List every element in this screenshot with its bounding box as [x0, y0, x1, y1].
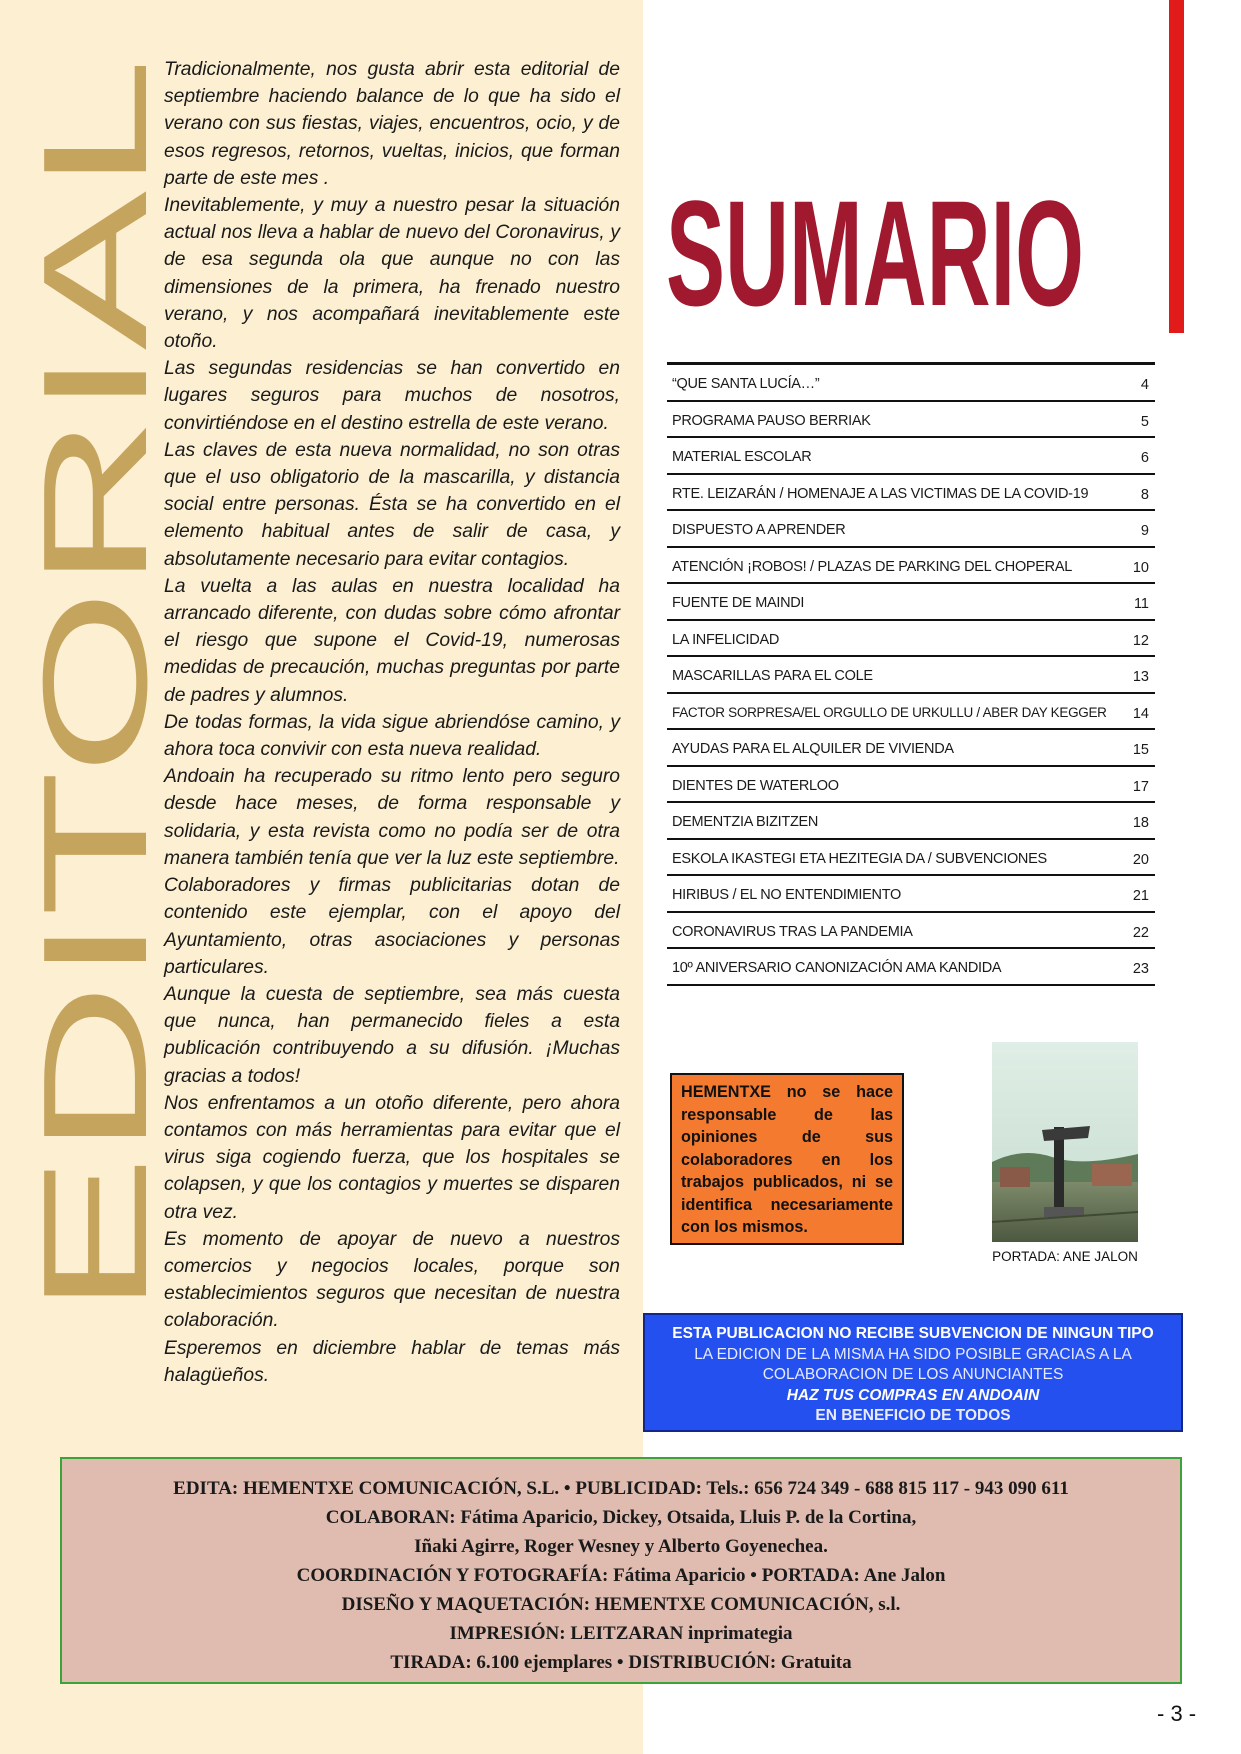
sumario-item [667, 438, 1155, 475]
sumario-item-page: 5 [1140, 413, 1149, 430]
sumario-item-title: LA INFELICIDAD [672, 631, 779, 648]
sumario-item [667, 511, 1155, 548]
sumario-item-page: 23 [1132, 961, 1149, 977]
credits-line: Iñaki Agirre, Roger Wesney y Alberto Goyenechea. [414, 1536, 828, 1557]
credits-line: DISEÑO Y MAQUETACIÓN: HEMENTXE COMUNICACIÓN, s.l. [341, 1594, 901, 1615]
sumario-item [667, 730, 1155, 767]
accent-red-bar [1169, 0, 1184, 333]
sumario-item-page: 17 [1132, 778, 1149, 795]
credits-box [60, 1457, 1182, 1684]
sumario-title-text: SUMARIO [666, 169, 1084, 337]
sumario-item-title: ATENCIÓN ¡ROBOS! / PLAZAS DE PARKING DEL CHOPERAL [672, 558, 1072, 575]
sumario-item-title: DISPUESTO A APRENDER [672, 522, 846, 538]
sumario-item-page: 22 [1132, 924, 1149, 941]
sumario-item [667, 475, 1155, 512]
sumario-item-page: 21 [1132, 888, 1149, 904]
sumario-item-title: FUENTE DE MAINDI [672, 595, 805, 611]
editorial-paragraph: Andoain ha recuperado su ritmo lento pero seguro desde hace meses, de forma responsable y solidaria, y esta revista como no podía ser de otra manera también tenía que ver la luz este septiembre. [164, 766, 620, 869]
sumario-item [667, 949, 1155, 986]
sumario-item-page: 18 [1132, 815, 1149, 831]
sumario-item-page: 12 [1132, 632, 1149, 649]
sumario-item [667, 402, 1155, 439]
sumario-item-title: ESKOLA IKASTEGI ETA HEZITEGIA DA / SUBVENCIONES [672, 850, 1047, 867]
sponsorship-line: HAZ TUS COMPRAS EN ANDOAIN [786, 1386, 1040, 1404]
sumario-item [667, 803, 1155, 840]
editorial-paragraph: La vuelta a las aulas en nuestra localidad ha arrancado diferente, con dudas sobre cómo afrontar el riesgo que supone el Covid-19, numerosas medidas de precaución, muchas preguntas por parte de padres y alumnos. [164, 575, 620, 706]
sumario-list [667, 362, 1155, 986]
credits-line: COORDINACIÓN Y FOTOGRAFÍA: Fátima Aparicio • PORTADA: Ane Jalon [296, 1565, 946, 1586]
editorial-title-text: EDITORIAL [13, 536, 178, 1315]
editorial-paragraph: Aunque la cuesta de septiembre, sea más cuesta que nunca, han permanecido fieles a esta publicación contribuyendo a su difusión. ¡Muchas gracias a todos! [164, 983, 620, 1087]
sumario-item [667, 584, 1155, 621]
sumario-item [667, 913, 1155, 950]
sumario-item-title: 10º ANIVERSARIO CANONIZACIÓN AMA KANDIDA [672, 960, 1002, 976]
editorial-paragraph: Tradicionalmente, nos gusta abrir esta editorial de septiembre haciendo balance de lo que ha sido el verano con sus fiestas, viajes, encuentros, ocio, y de esos regresos, retornos, vueltas, inicios, que forman parte de este mes . [164, 59, 620, 189]
sumario-item-page: 14 [1132, 705, 1149, 722]
sumario-item-title: MASCARILLAS PARA EL COLE [672, 668, 873, 684]
sumario-item-title: MATERIAL ESCOLAR [672, 449, 812, 465]
editorial-title [13, 58, 178, 1315]
sumario-item-title: CORONAVIRUS TRAS LA PANDEMIA [672, 923, 913, 940]
editorial-paragraph: Esperemos en diciembre hablar de temas más halagüeños. [164, 1337, 620, 1386]
editorial-paragraph: Nos enfrentamos a un otoño diferente, pero ahora contamos con más herramientas para evitar que el virus siga cogiendo fuerza, que los hospitales se colapsen, y que los contagios y muertes se disparen otra vez. [164, 1092, 620, 1223]
cover-photo-caption: PORTADA: ANE JALON [992, 1249, 1138, 1264]
sponsorship-line: COLABORACION DE LOS ANUNCIANTES [762, 1366, 1064, 1383]
credits-line: IMPRESIÓN: LEITZARAN inprimategia [449, 1623, 793, 1644]
sumario-item [667, 365, 1155, 402]
editorial-body [164, 56, 620, 1389]
sponsorship-line: ESTA PUBLICACION NO RECIBE SUBVENCION DE NINGUN TIPO [672, 1325, 1154, 1342]
editorial-paragraph: Inevitablemente, y muy a nuestro pesar la situación actual nos lleva a hablar de nuevo del Coronavirus, y de esa segunda ola que aunque no con las dimensiones de la primera, ha frenado nuestro verano, y nos acompañará inevitablemente este otoño. [164, 195, 620, 353]
sumario-item-title: DEMENTZIA BIZITZEN [672, 814, 819, 830]
sponsorship-notice [643, 1313, 1183, 1432]
sumario-item-page: 15 [1132, 742, 1149, 758]
sumario-item-page: 13 [1132, 669, 1149, 685]
sumario-item-page: 20 [1132, 851, 1149, 868]
editorial-paragraph: Las segundas residencias se han convertido en lugares seguros para muchos de nosotros, convirtiéndose en el destino estrella de este verano. [164, 358, 620, 434]
sumario-item-page: 10 [1132, 559, 1149, 576]
sumario-item-title: HIRIBUS / EL NO ENTENDIMIENTO [672, 887, 901, 903]
editorial-paragraph: De todas formas, la vida sigue abriendóse camino, y ahora toca convivir con esta nueva realidad. [164, 711, 620, 761]
sumario-item-page: 11 [1133, 596, 1149, 612]
credits-line: EDITA: HEMENTXE COMUNICACIÓN, S.L. • PUBLICIDAD: Tels.: 656 724 349 - 688 815 117 - 943 090 611 [173, 1478, 1069, 1499]
editorial-paragraph: Es momento de apoyar de nuevo a nuestros comercios y negocios locales, porque son establecimientos seguros que necesitan de nuestra colaboración. [164, 1228, 620, 1332]
sumario-item-title: DIENTES DE WATERLOO [672, 777, 839, 794]
sponsorship-line: LA EDICION DE LA MISMA HA SIDO POSIBLE GRACIAS A LA [694, 1345, 1132, 1363]
sumario-item [667, 657, 1155, 694]
sumario-item-page: 9 [1140, 523, 1149, 539]
page-number: - 3 - [1157, 1701, 1197, 1726]
sumario-item [667, 548, 1155, 585]
sumario-item [667, 876, 1155, 913]
credits-line: COLABORAN: Fátima Aparicio, Dickey, Otsaida, Lluis P. de la Cortina, [325, 1507, 917, 1528]
credits-line: TIRADA: 6.100 ejemplares • DISTRIBUCIÓN: Gratuita [390, 1652, 852, 1673]
sumario-item-title: PROGRAMA PAUSO BERRIAK [672, 412, 871, 429]
disclaimer-notice: HEMENTXE no se hace responsable de las opiniones de sus colaboradores en los trabajos publicados, ni se identifica necesariamente con los mismos. [670, 1073, 904, 1245]
sumario-title [664, 160, 1104, 337]
sumario-item-page: 8 [1140, 486, 1149, 503]
sumario-item-title: AYUDAS PARA EL ALQUILER DE VIVIENDA [672, 741, 954, 757]
editorial-paragraph: Colaboradores y firmas publicitarias dotan de contenido este ejemplar, con el apoyo del Ayuntamiento, otras asociaciones y personas particulares. [164, 875, 620, 978]
sumario-item-page: 4 [1140, 377, 1149, 393]
sumario-item-title: FACTOR SORPRESA/EL ORGULLO DE URKULLU / ABER DAY KEGGER [672, 704, 1107, 720]
editorial-paragraph: Las claves de esta nueva normalidad, no son otras que el uso obligatorio de la mascarilla, y distancia social entre personas. Ésta se ha convertido en el elemento habitual antes de salir de casa, y absolutamente necesario para evitar contagios. [164, 439, 620, 570]
sumario-item [667, 694, 1155, 731]
sumario-item-title: “QUE SANTA LUCÍA…” [672, 376, 820, 392]
cover-photo [992, 1042, 1138, 1242]
sumario-item [667, 767, 1155, 804]
sponsorship-line: EN BENEFICIO DE TODOS [815, 1407, 1011, 1424]
sumario-item-page: 6 [1140, 450, 1149, 466]
sumario-item [667, 621, 1155, 658]
sumario-item-title: RTE. LEIZARÁN / HOMENAJE A LAS VICTIMAS DE LA COVID-19 [672, 485, 1089, 502]
sumario-item [667, 840, 1155, 877]
